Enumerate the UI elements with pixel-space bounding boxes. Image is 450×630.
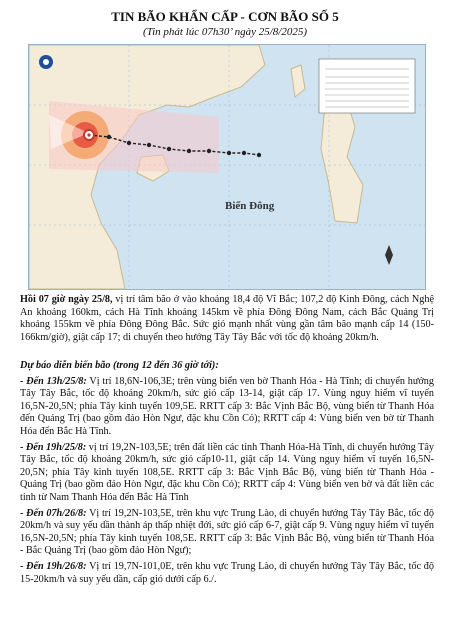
map-legend-box: [319, 59, 415, 113]
taiwan-island: [291, 65, 305, 97]
forecast-heading-italic: (trong 12 đến 36 giờ tới):: [110, 360, 219, 371]
agency-logo-icon: [39, 55, 53, 69]
storm-track-map: [28, 44, 426, 290]
forecast-item: [20, 561, 434, 586]
compass-icon: [385, 245, 393, 265]
position-body: vị trí tâm bão ở vào khoảng 18,4 độ Vĩ Bắc; 107,2 độ Kinh Đông, cách Nghệ An khoảng 160km, cách Hà Tĩnh khoảng 145km về phía Đông Đông Nam, cách Bắc Quảng Trị khoảng 155km về phía Đông Đông Bắc. Sức gió mạnh nhất vùng gần tâm bão mạnh cấp 14 (150-166km/giờ), giật cấp 17; di chuyển theo hướng Tây Tây Bắc với tốc độ khoảng 20km/h.: [20, 294, 434, 343]
item-prefix: -: [20, 507, 27, 519]
forecast-item: [20, 508, 434, 558]
forecast-time: Đến 07h/26/8:: [26, 507, 87, 519]
issue-time-subtitle: (Tin phát lúc 07h30’ ngày 25/8/2025): [142, 26, 308, 38]
forecast-text: Vị trí 19,7N-101,0E, trên khu vực Trung Lào, di chuyển hướng Tây Tây Bắc, tốc độ 15-20km/h và suy yếu dần, cấp gió dưới cấp 6./.: [20, 560, 434, 585]
forecast-item: [20, 376, 434, 439]
forecast-text: Vị trí 19,2N-103,5E, trên khu vực Trung Lào, di chuyển hướng Tây Tây Bắc, tốc độ 20km/h và suy yếu dần thành áp thấp nhiệt đới, sức gió cấp 6-7, giật cấp 9. Vùng nguy hiểm vĩ tuyến 16,5N-20,5N; phía Tây kinh tuyến 108,5E. RRTT cấp 3: Bắc Vịnh Bắc Bộ, vùng biển từ Thanh Hóa - Bắc Quảng Trị (bao gồm đảo Hòn Ngư);: [20, 507, 434, 557]
sea-label: Biển Đông: [225, 200, 275, 212]
forecast-time: Đến 19h/25/8:: [25, 441, 87, 453]
philippines-landmass: [321, 101, 363, 223]
forecast-heading: [20, 360, 434, 373]
forecast-text: vị trí 19,2N-103,5E; trên đất liền các tỉnh Thanh Hóa-Hà Tĩnh, di chuyển hướng Tây Tây Bắc, tốc độ khoảng 20km/h, sức gió cấp10-11, giật cấp 14. Vùng nguy hiểm vĩ tuyến 16,5N-20,5N; phía Tây kinh tuyến 108,5E. RRTT cấp 3: Bắc Vịnh Bắc Bộ, vùng biển từ Thanh Hóa - Quảng Trị (bao gồm đảo Hòn Ngư, đặc khu Cồn Cỏ); RRTT cấp 4: Vùng biển ven bờ và đất liền các tỉnh từ Nam Thanh Hóa đến Bắc Hà Tĩnh: [20, 441, 434, 503]
storm-center-icon: [84, 130, 94, 140]
item-prefix: -: [20, 560, 27, 572]
forecast-section: [20, 360, 434, 586]
item-prefix: -: [20, 441, 26, 453]
bulletin-title: TIN BÃO KHẨN CẤP - CƠN BÃO SỐ 5: [111, 9, 339, 24]
item-prefix: -: [20, 375, 27, 387]
storm-position-paragraph: [20, 294, 434, 344]
map-graphic: [29, 45, 425, 289]
forecast-time: Đến 13h/25/8:: [26, 375, 87, 387]
forecast-item: [20, 442, 434, 505]
forecast-time: Đến 19h/26/8:: [26, 560, 87, 572]
forecast-heading-main: Dự báo diễn biến bão: [20, 360, 111, 371]
forecast-text: Vị trí 18,6N-106,3E; trên vùng biển ven bờ Thanh Hóa - Hà Tĩnh; di chuyển hướng Tây Tây Bắc, tốc độ khoảng 20km/h, sức gió cấp 13-14, giật cấp 17. Vùng nguy hiểm vĩ tuyến 16,5N-20,5N; phía Tây kinh tuyến 109,5E. RRTT cấp 3: Bắc Vịnh Bắc Bộ, vùng biển từ Thanh Hóa đến Quảng Trị (bao gồm đảo Hòn Ngư, đặc khu Cồn Cỏ); RRTT cấp 4: Vùng biển ven bờ từ Thanh Hóa đến Bắc Hà Tĩnh.: [20, 375, 434, 437]
position-lead: Hồi 07 giờ ngày 25/8,: [20, 294, 113, 305]
